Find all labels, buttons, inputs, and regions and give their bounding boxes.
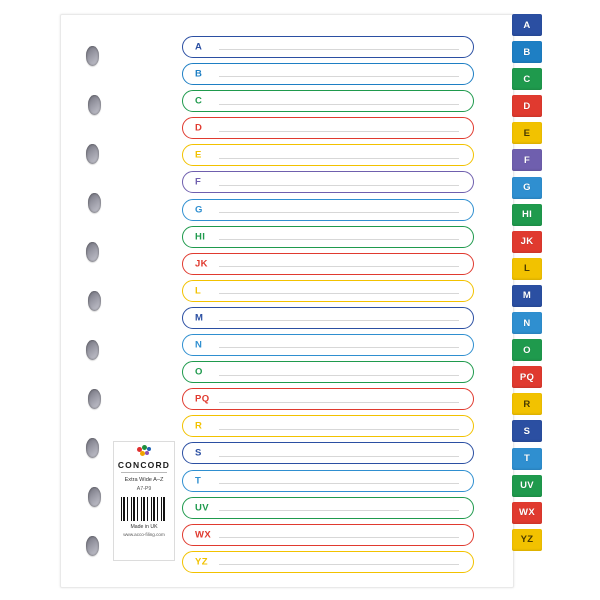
colour-tab[interactable] [512,475,542,497]
index-row [182,199,474,221]
write-on-rule [219,158,459,159]
colour-tab-label: L [523,263,531,275]
index-row [182,442,474,464]
index-row [182,226,474,248]
write-on-rule [219,537,459,538]
index-row [182,470,474,492]
colour-tab[interactable] [512,68,542,90]
index-row [182,361,474,383]
colour-tab[interactable] [512,95,542,117]
colour-tab-label: YZ [520,534,534,546]
index-row [182,388,474,410]
product-code: A7-P9 [136,486,152,492]
write-on-rule [219,76,459,77]
write-on-rule [219,510,459,511]
colour-tab-label: R [523,398,531,410]
index-row-label: R [195,420,203,432]
colour-tab-label: O [523,344,531,356]
index-row-label: O [195,366,203,378]
index-row-label: E [195,149,202,161]
index-row-label: D [195,122,203,134]
write-on-rule [219,239,459,240]
colour-tab[interactable] [512,149,542,171]
colour-tab-label: A [523,19,531,31]
product-description: Extra Wide A–Z [124,477,164,483]
write-on-rule [219,483,459,484]
colour-tab[interactable] [512,177,542,199]
colour-tab-label: UV [520,480,534,492]
index-row [182,117,474,139]
index-row-label: F [195,176,202,188]
punch-hole [88,487,101,507]
divider-rule [121,472,167,473]
write-on-rule [219,131,459,132]
index-row-label: L [195,285,202,297]
colour-tab-label: E [523,127,531,139]
index-row-label: S [195,447,202,459]
colour-tab[interactable] [512,393,542,415]
index-row-list [182,36,474,572]
index-row-label: A [195,41,203,53]
write-on-rule [219,266,459,267]
brand-name: CONCORD [117,460,171,470]
punch-hole [86,340,99,360]
colour-tab-label: S [523,425,531,437]
colour-tab[interactable] [512,448,542,470]
punch-hole [86,536,99,556]
index-row-label: N [195,339,203,351]
index-row-label: G [195,204,203,216]
write-on-rule [219,429,459,430]
colour-tab-label: D [523,100,531,112]
origin-text: Made in UK [130,524,158,530]
colour-tab-label: T [523,453,531,464]
index-row-label: PQ [195,393,210,405]
write-on-rule [219,293,459,294]
index-row [182,334,474,356]
colour-tab-label: B [523,46,531,58]
write-on-rule [219,456,459,457]
write-on-rule [219,212,459,213]
barcode-icon [121,497,167,521]
colour-tab-label: F [523,154,531,166]
colour-tab-label: M [522,290,532,302]
index-row [182,524,474,546]
colour-tab[interactable] [512,41,542,63]
index-row [182,90,474,112]
colour-tab[interactable] [512,258,542,280]
punch-hole [88,95,101,115]
colour-tab[interactable] [512,285,542,307]
index-row-label: B [195,68,203,80]
write-on-rule [219,347,459,348]
index-row [182,280,474,302]
index-row [182,497,474,519]
website-text: www.acco-filing.com [123,532,165,537]
index-row [182,415,474,437]
colour-tab-label: JK [520,236,534,248]
colour-tab[interactable] [512,502,542,524]
colour-tab[interactable] [512,366,542,388]
colour-tab[interactable] [512,122,542,144]
colour-tab[interactable] [512,231,542,253]
colour-tab[interactable] [512,339,542,361]
colour-tab-label: PQ [519,371,535,383]
concord-logo-icon [136,445,152,459]
colour-tab[interactable] [512,14,542,36]
punch-hole [88,291,101,311]
punch-hole [86,242,99,262]
write-on-rule [219,185,459,186]
punch-hole [88,389,101,409]
index-row-label: T [195,475,202,486]
colour-tab-label: HI [521,209,533,221]
punch-hole [86,438,99,458]
index-row-label: YZ [195,556,208,568]
index-row-label: M [195,312,204,324]
write-on-rule [219,402,459,403]
colour-tab-label: N [523,317,531,329]
index-row-label: UV [195,502,209,514]
index-row-label: WX [195,529,212,541]
brand-label [113,441,175,561]
index-row-label: C [195,95,203,107]
colour-tab-label: WX [519,507,535,519]
index-row [182,551,474,573]
index-row [182,171,474,193]
colour-tab-column [512,14,542,586]
punch-hole [86,46,99,66]
index-row [182,144,474,166]
write-on-rule [219,375,459,376]
index-row [182,307,474,329]
colour-tab[interactable] [512,204,542,226]
write-on-rule [219,104,459,105]
colour-tab[interactable] [512,529,542,551]
index-row-label: JK [195,258,208,270]
colour-tab[interactable] [512,420,542,442]
write-on-rule [219,49,459,50]
index-row-label: HI [195,231,206,243]
colour-tab[interactable] [512,312,542,334]
write-on-rule [219,564,459,565]
colour-tab-label: G [523,182,531,194]
colour-tab-label: C [523,73,531,85]
punch-hole [88,193,101,213]
index-row [182,63,474,85]
punch-hole [86,144,99,164]
write-on-rule [219,320,459,321]
index-row [182,36,474,58]
index-row [182,253,474,275]
